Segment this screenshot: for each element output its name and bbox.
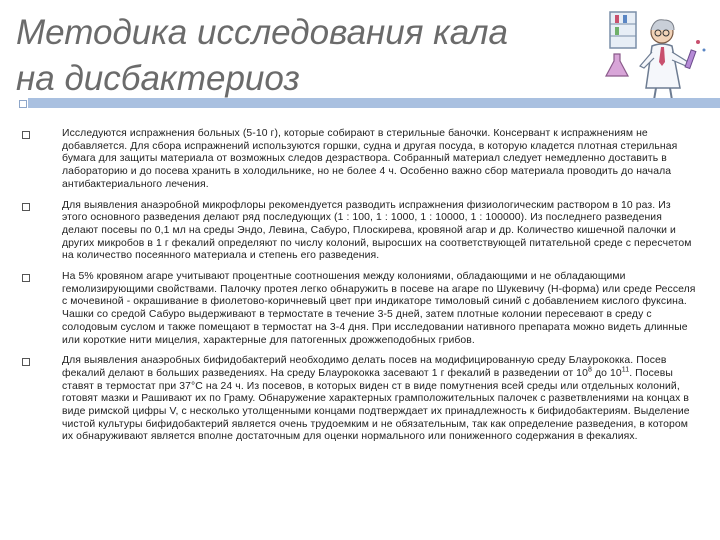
- list-item: [22, 128, 698, 192]
- exponent: 8: [587, 366, 592, 374]
- square-bullet-icon: [22, 131, 30, 139]
- text-part: . Посевы ставят в термостат при 37°С на 24 ч. Из посевов, в которых виден ст в виде помутнения всей среды или отдельных колоний, готовят мазки и Рашивают их по Граму. Обнаружение характерных грамположительных палочек с разветвлениями на концах в виде римской цифры V, с несколько утолщенными концами подтверждает их принадлежность к бифидобактериям. Выделение чистой культуры бифидобактерий является очень трудоемким и не обязательным, так как определение разведения, в котором их обнаруживают является вполне достаточным для оценки нормального или пониженного содержания в фекалиях.: [62, 367, 690, 443]
- list-item-text: Исследуются испражнения больных (5-10 г), которые собирают в стерильные баночки. Консервант к испражнениям не добавляется. Для сбора испражнений используются горшки, судна и другая посуда, в которую кладется плотная стерильная бумага для защиты материала от возможных следов дезраствора. Собранный материал следует немедленно доставить в лабораторию и до посева хранить в холодильнике, но не более 4 ч. Особенно важно сбор материала проводить до начала антибактериального лечения.: [62, 128, 678, 190]
- bullet-list: [22, 128, 698, 452]
- title-divider: [16, 98, 720, 108]
- list-item: [22, 200, 698, 264]
- square-bullet-icon: [22, 358, 30, 366]
- title-line-2: на дисбактериоз: [16, 59, 300, 98]
- divider-marker: [16, 98, 28, 108]
- slide-title: [16, 10, 576, 102]
- list-item-text: На 5% кровяном агаре учитывают процентные соотношения между колониями, обладающими и не обладающими гемолизирующими свойствами. Палочку протея легко обнаружить в посеве на агаре по Шукевичу (Н-форма) или среде Ресселя с мочевиной - окрашивание в фиолетово-коричневый цвет при индикаторе тимоловый синий с добавлением кислого фуксина. Чашки со средой Сабуро выдерживают в термостате в течение 3-5 дней, затем плотные колонии пересевают в среду с солодовым суслом и также помещают в термостат на 3-4 дня. При исследовании нативного препарата можно видеть длинные или короткие нити мицелия, характерные для патогенных дрожжеподобных грибов.: [62, 271, 696, 346]
- square-bullet-icon: [22, 274, 30, 282]
- list-item: [22, 355, 698, 444]
- list-item-text: [62, 355, 698, 444]
- scientist-with-test-tubes-icon: [596, 6, 712, 102]
- square-bullet-icon: [22, 203, 30, 211]
- title-line-1: Методика исследования кала: [16, 13, 508, 52]
- list-item: [22, 271, 698, 347]
- text-part: до 10: [591, 367, 622, 379]
- list-item-text: Для выявления анаэробной микрофлоры рекомендуется разводить испражнения физиологическим раствором в 10 раз. Из этого основного разведения делают ряд последующих (1 : 100, 1 : 1000, 1 : 10000, 1 : 100000). Из последнего разведения делают посевы по 0,1 мл на среды Эндо, Левина, Сабуро, Плоскирева, кровяной агар и др. Количество кишечной палочки и других микробов в 1 г фекалий определяют по числу колоний, выросших на соответствующей питательной среде с пересчетом на количество посеянного материала и степень его разведения.: [62, 199, 692, 262]
- exponent: 11: [621, 366, 630, 374]
- text-part: Для выявления анаэробных бифидобактерий необходимо делать посев на модифицированную среду Блаурококка. Посев фекалий делают в больших разведениях. На среду Блаурококка засевают 1 г фекалий в разведении от 10: [62, 355, 667, 379]
